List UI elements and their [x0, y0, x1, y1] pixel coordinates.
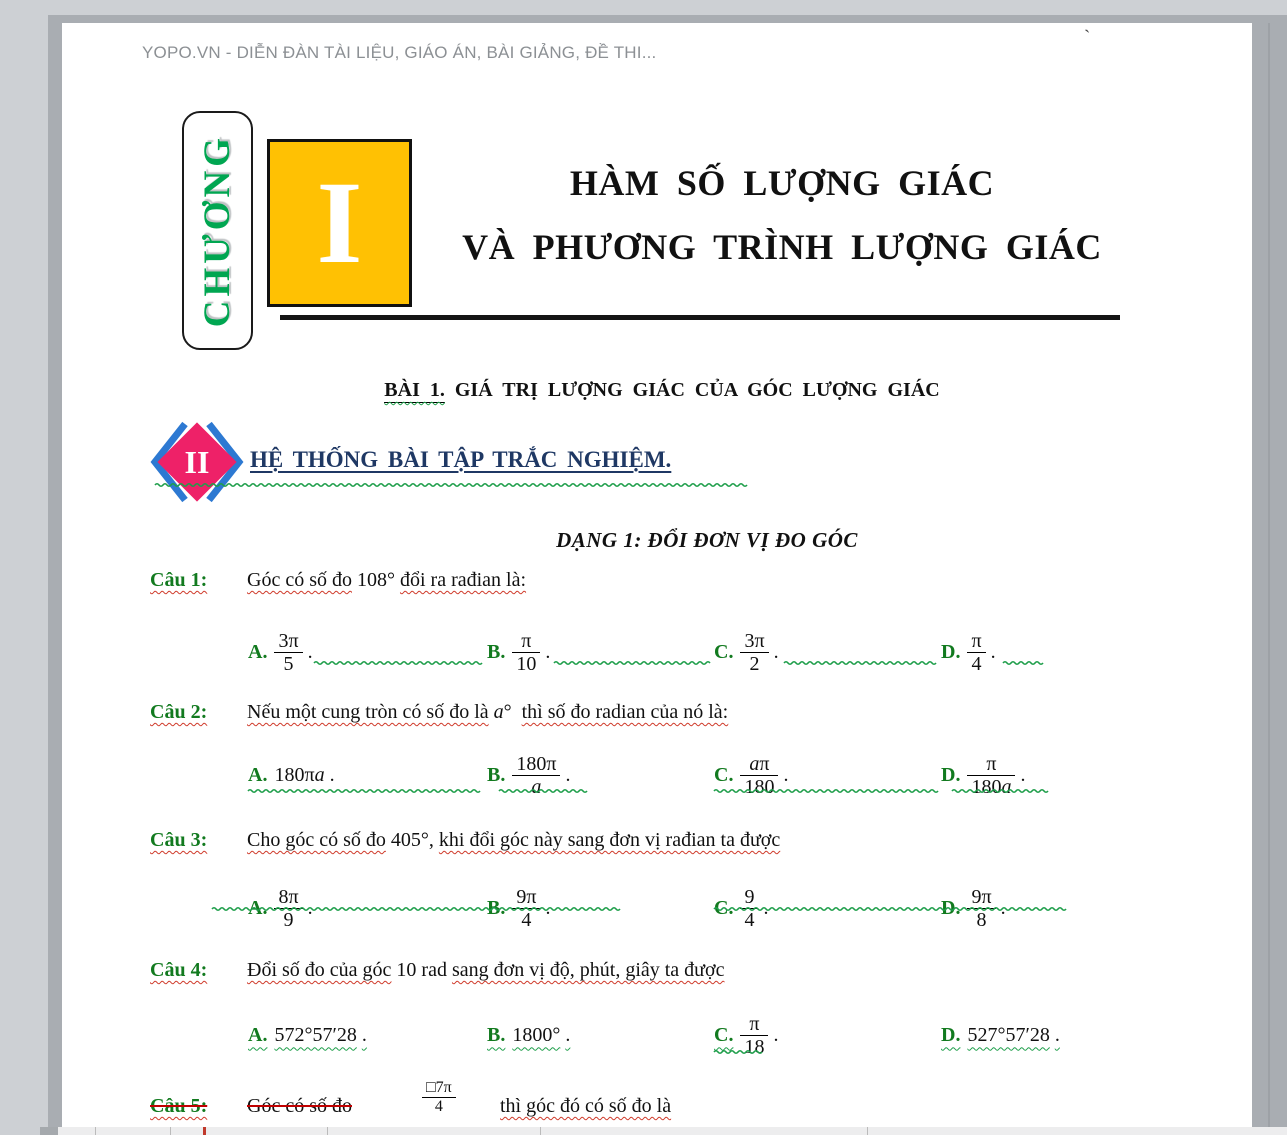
question-text: Cho góc có số đo 405°, khi đổi góc này sang đơn vị rađian ta được [247, 829, 781, 851]
options-row [62, 743, 1252, 807]
question-text: thì góc đó có số đo là [500, 1095, 672, 1117]
green-squiggle [212, 906, 622, 912]
fraction: $\frac{9\pi}{8}$ [967, 886, 995, 931]
dang-heading: DẠNG 1: ĐỔI ĐƠN VỊ ĐO GÓC [556, 528, 858, 552]
question-text: Góc có số đo [247, 1095, 352, 1117]
option: A. 180π a . [248, 763, 335, 786]
fraction: $\frac{\pi}{10}$ [512, 630, 540, 675]
green-squiggle [314, 660, 482, 666]
option: C. $\frac{a\pi}{180}$ . [714, 752, 789, 798]
option: A. 572°57′28 . [248, 1023, 367, 1046]
fraction: $\frac{\pi}{4}$ [967, 630, 985, 675]
option: D. $\frac{\pi}{180a}$ . [941, 752, 1026, 798]
fraction: $\frac{9}{4}$ [740, 886, 758, 931]
fraction: $\frac{3\pi}{5}$ [274, 630, 302, 675]
question-label: Câu 5: [150, 1095, 208, 1117]
question-text: Góc có số đo 108° đổi ra rađian là: [247, 569, 527, 591]
scrollbar-divider [170, 1127, 171, 1135]
chapter-title-line-1: HÀM SỐ LƯỢNG GIÁC [569, 163, 995, 203]
green-squiggle [952, 788, 1047, 794]
green-squiggle [554, 660, 710, 666]
section-roman-numeral: II [184, 444, 210, 480]
green-squiggle [499, 788, 587, 794]
option: D. $\frac{\pi}{4}$ . [941, 629, 996, 675]
option: C. $\frac{9}{4}$ . [714, 885, 769, 931]
chapter-title [432, 165, 1132, 265]
scrollbar-divider [867, 1127, 868, 1135]
scrollbar-left-cap[interactable] [40, 1127, 58, 1135]
options-row [62, 1003, 1252, 1067]
options-row [62, 620, 1252, 684]
option: C. $\frac{3\pi}{2}$ . [714, 629, 779, 675]
lesson-title: GIÁ TRỊ LƯỢNG GIÁC CỦA GÓC LƯỢNG GIÁC [444, 379, 940, 401]
right-gutter-line [1268, 23, 1270, 1135]
fraction: $\frac{9\pi}{4}$ [512, 886, 540, 931]
green-squiggle [248, 788, 482, 794]
section-heading: HỆ THỐNG BÀI TẬP TRẮC NGHIỆM. [250, 447, 672, 472]
option: B. 1800° . [487, 1023, 571, 1046]
document-page [62, 23, 1252, 1127]
green-squiggle [714, 788, 938, 794]
option: B. $\frac{9\pi}{4}$ . [487, 885, 551, 931]
green-squiggle [784, 660, 938, 666]
fraction: $\frac{180\pi}{a}$ [512, 753, 560, 798]
stray-backtick: ` [1084, 27, 1091, 48]
scrollbar-divider [95, 1127, 96, 1135]
fraction: $\frac{\pi}{180a}$ [967, 753, 1015, 798]
option: D. 527°57′28 . [941, 1023, 1060, 1046]
chapter-side-badge [182, 111, 253, 350]
fraction: $\frac{8\pi}{9}$ [274, 886, 302, 931]
green-squiggle [714, 906, 1067, 912]
scrollbar-divider [540, 1127, 541, 1135]
title-divider-rule [280, 315, 1120, 320]
lesson-heading [162, 379, 1162, 402]
chapter-number: I [316, 157, 363, 288]
fraction: $\frac{□7\pi}{4}$ [422, 1079, 456, 1115]
option: B. $\frac{180\pi}{a}$ . [487, 752, 571, 798]
scrollbar-red-marker [203, 1127, 206, 1135]
green-squiggle [155, 482, 747, 488]
option: A. $\frac{8\pi}{9}$ . [248, 885, 313, 931]
fraction: $\frac{3\pi}{2}$ [740, 630, 768, 675]
watermark-header: YOPO.VN - DIỄN ĐÀN TÀI LIỆU, GIÁO ÁN, BÀI GIẢNG, ĐỀ THI... [142, 43, 657, 62]
option: B. $\frac{\pi}{10}$ . [487, 629, 551, 675]
option: A. $\frac{3\pi}{5}$ . [248, 629, 313, 675]
bottom-scrollbar[interactable] [40, 1127, 1287, 1135]
chapter-number-box [267, 139, 412, 307]
fraction: $\frac{\pi}{18}$ [740, 1013, 768, 1058]
question-text: Nếu một cung tròn có số đo là a° thì số đo radian của nó là: [247, 701, 729, 723]
lesson-prefix: BÀI 1. [384, 379, 445, 401]
option: D. $\frac{9\pi}{8}$ . [941, 885, 1006, 931]
chapter-title-line-2: VÀ PHƯƠNG TRÌNH LƯỢNG GIÁC [462, 227, 1102, 267]
question-text: Đổi số đo của góc 10 rad sang đơn vị độ, phút, giây ta được [247, 959, 725, 981]
green-squiggle [714, 1049, 764, 1055]
green-squiggle [1003, 660, 1043, 666]
question-label: Câu 2: [150, 701, 208, 723]
scrollbar-divider [327, 1127, 328, 1135]
option: C. $\frac{\pi}{18}$ . [714, 1012, 779, 1058]
chapter-side-label: CHƯƠNG [197, 133, 238, 328]
question-label: Câu 1: [150, 569, 208, 591]
fraction: $\frac{a\pi}{180}$ [740, 753, 778, 798]
question-label: Câu 3: [150, 829, 208, 851]
question-label: Câu 4: [150, 959, 208, 981]
section-badge [147, 412, 247, 512]
